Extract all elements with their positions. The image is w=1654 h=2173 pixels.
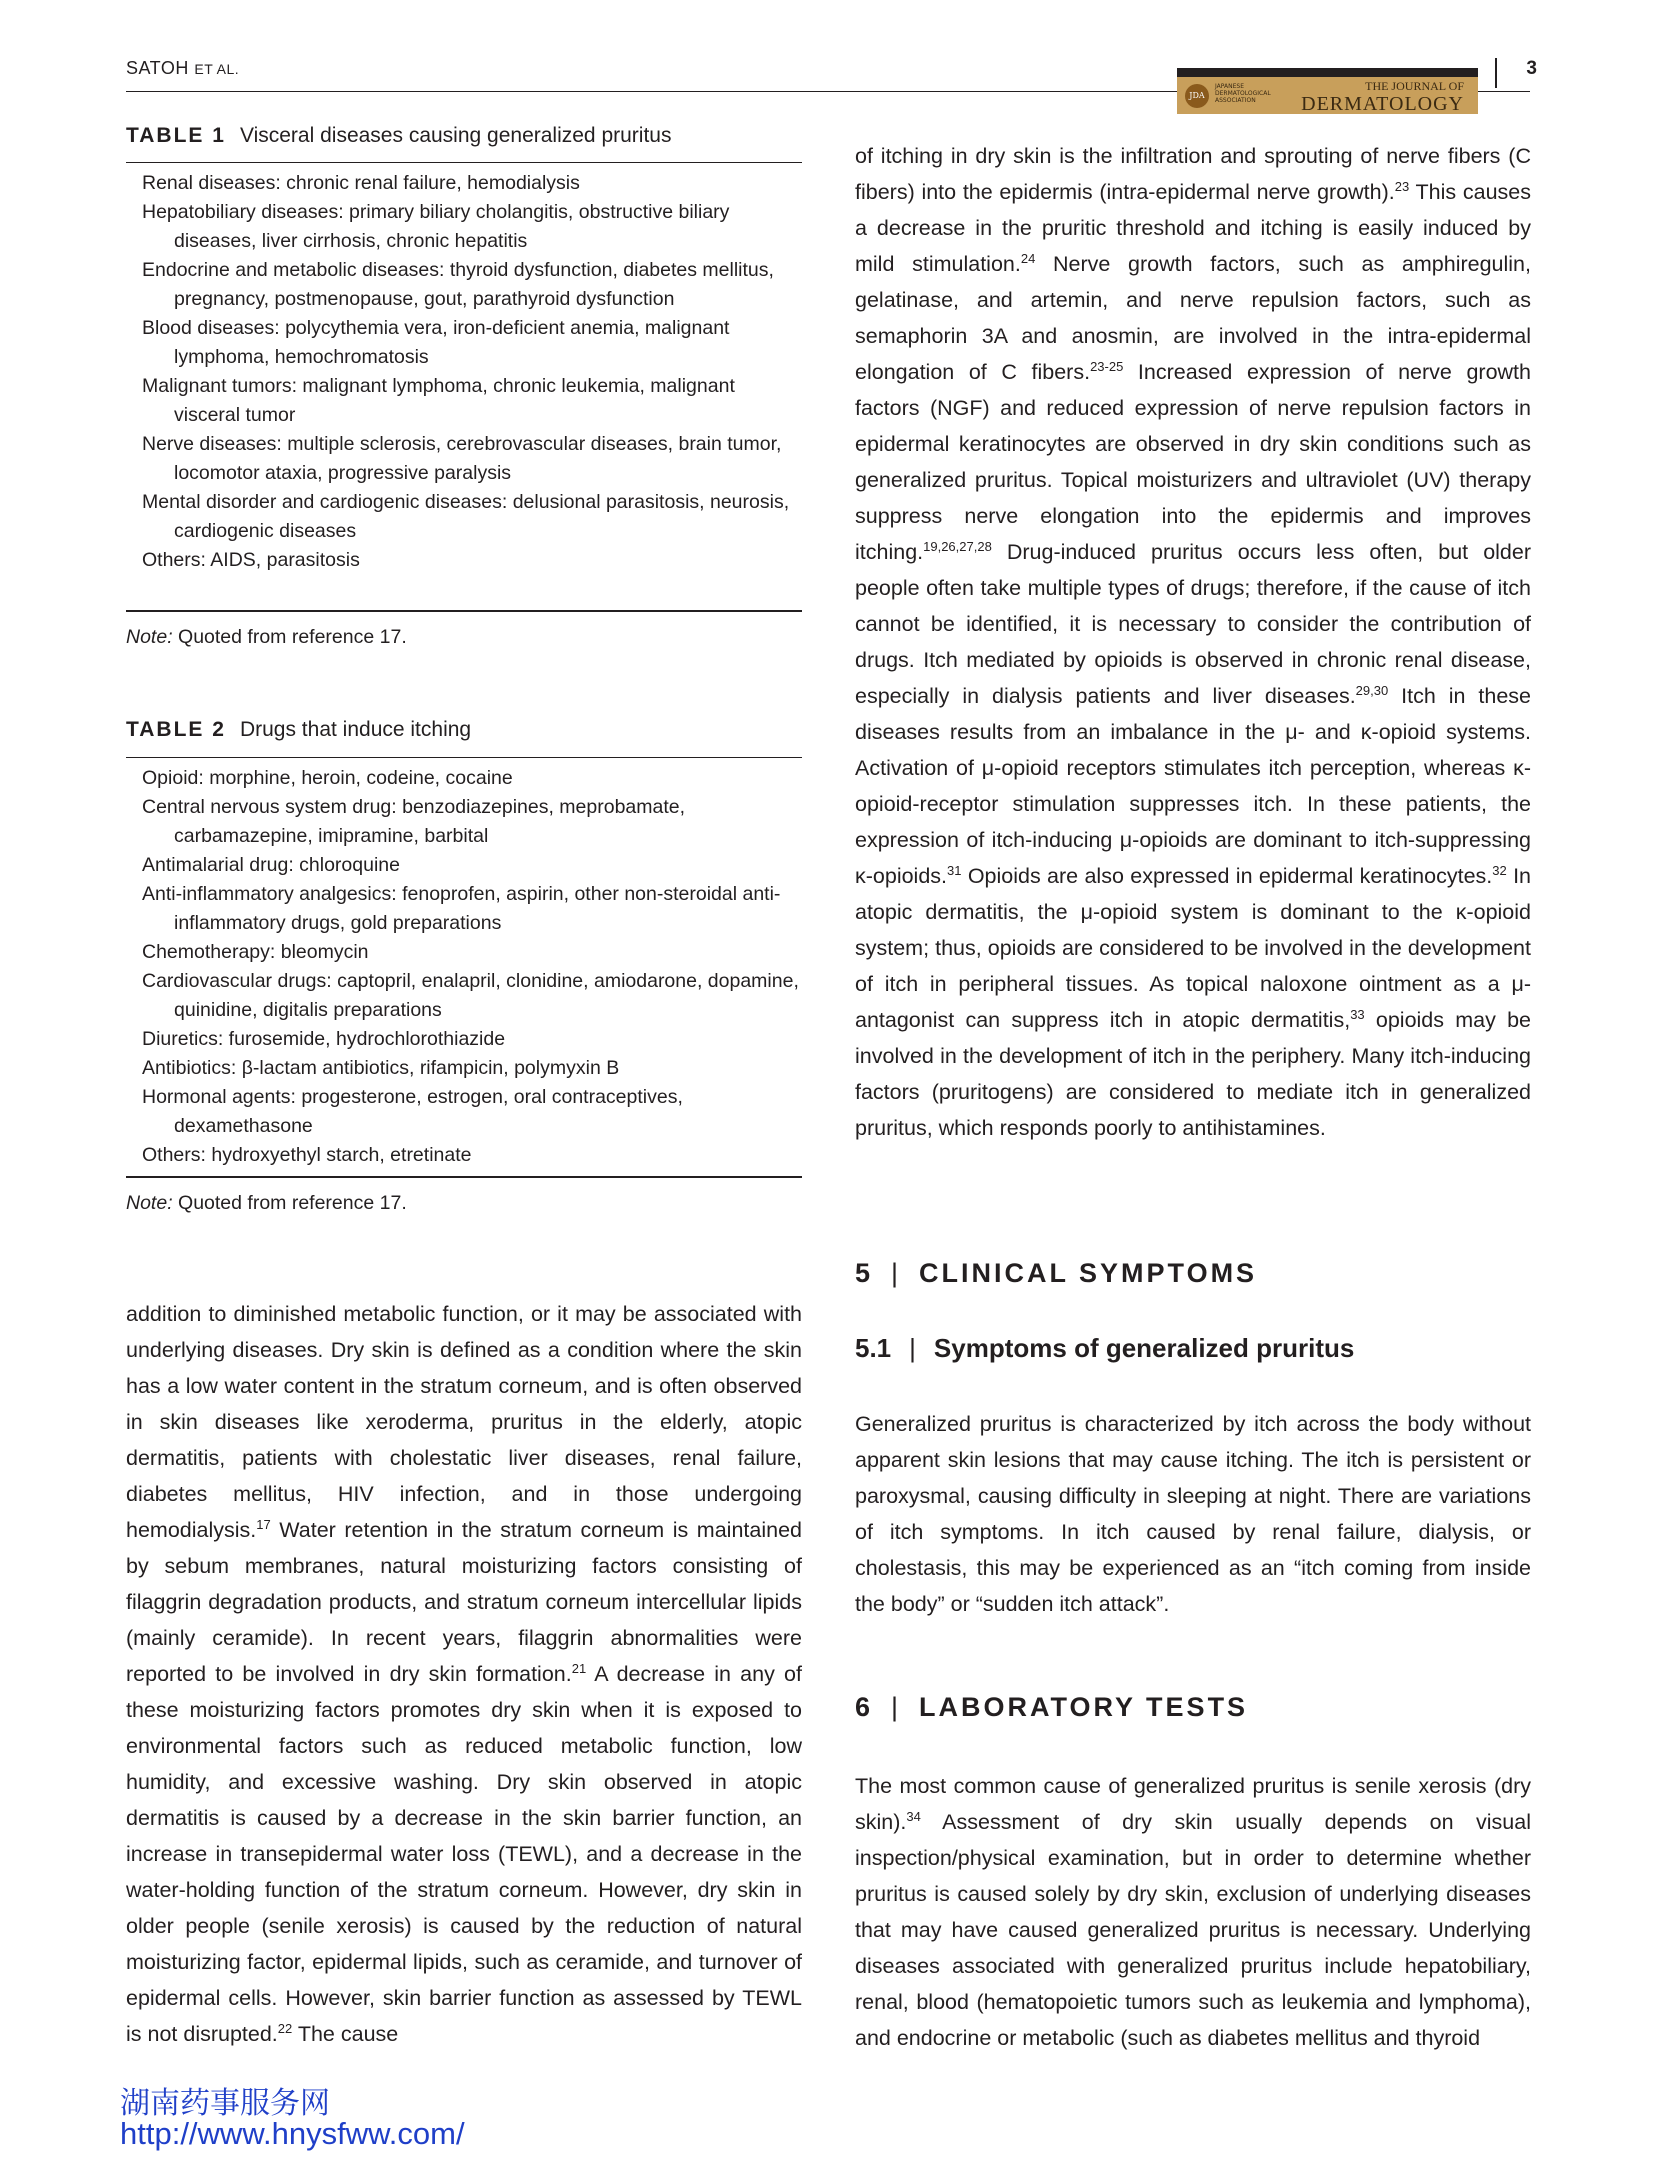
table1-row: Others: AIDS, parasitosis: [142, 549, 360, 571]
text-segment: In atopic dermatitis, the μ-opioid system is dominant to the κ-opioid system; thus, opioids are considered to be involved in the development of itch in peripheral tissues. As topical naloxone ointment as a μ-antagonist can suppress itch in atopic dermatitis,: [855, 864, 1532, 1032]
section51-title: Symptoms of generalized pruritus: [933, 1333, 1355, 1363]
table1-note-text: Quoted from reference 17.: [178, 626, 407, 648]
watermark-url[interactable]: http://www.hnysfww.com/: [120, 2116, 465, 2151]
text-segment: A decrease in any of these moisturizing factors promotes dry skin when it is exposed to environmental factors such as reduced metabolic function, low humidity, and excessive washing. Dry skin observed in atopic dermatitis is caused by a decrease in the skin barrier function, an increase in transepidermal water loss (TEWL), and a decrease in the water-holding function of the stratum corneum. However, dry skin in older people (senile xerosis) is caused by the reduction of natural moisturizing factor, epidermal lipids, such as ceramide, and turnover of epidermal cells. However, skin barrier function as assessed by TEWL is not disrupted.: [126, 1662, 802, 2046]
text-segment: The most common cause of generalized pruritus is senile xerosis (dry skin).: [855, 1774, 1531, 1834]
table2-bottom-rule: [126, 1176, 802, 1178]
table2-label: TABLE 2: [126, 718, 226, 741]
table2-note: [126, 1192, 407, 1215]
table1-row: Mental disorder and cardiogenic diseases: delusional parasitosis, neurosis, cardiogenic diseases: [142, 491, 790, 542]
table2-row: Anti-inflammatory analgesics: fenoprofen, aspirin, other non-steroidal anti-inflammatory drugs, gold preparations: [142, 883, 781, 934]
table1-top-rule: [126, 162, 802, 163]
text-segment: addition to diminished metabolic function, or it may be associated with underlying diseases. Dry skin is defined as a condition where the skin has a low water content in the stratum corneum, and is often observed in skin diseases like xeroderma, pruritus in the elderly, atopic dermatitis, patients with cholestatic liver diseases, renal failure, diabetes mellitus, HIV infection, and in those undergoing hemodialysis.: [126, 1302, 802, 1542]
table1-bottom-rule: [126, 610, 802, 612]
citation-superscript[interactable]: 22: [277, 2020, 293, 2036]
text-segment: Opioids are also expressed in epidermal keratinocytes.: [961, 864, 1493, 888]
running-head-suffix: ET AL.: [194, 61, 240, 77]
text-segment: Itch in these diseases results from an imbalance in the μ- and κ-opioid systems. Activation of μ-opioid receptors stimulates itch perception, whereas κ-opioid-receptor stimulation suppresses itch. In these patients, the expression of itch-inducing μ-opioids are dominant to itch-suppressing κ-opioids.: [855, 684, 1532, 888]
table2-row: Opioid: morphine, heroin, codeine, cocaine: [142, 767, 513, 789]
text-segment: This causes a decrease in the pruritic threshold and itching is easily induced by mild stimulation.: [855, 180, 1531, 276]
text-segment: opioids may be involved in the development of itch in the periphery. Many itch-inducing factors (pruritogens) are considered to mediate itch in generalized pruritus, which responds poorly to antihistamines.: [855, 1008, 1531, 1140]
section6-number: 6: [855, 1692, 874, 1722]
citation-superscript[interactable]: 19,26,27,28: [923, 538, 992, 554]
table2-row: Antibiotics: β-lactam antibiotics, rifampicin, polymyxin B: [142, 1057, 620, 1079]
section6-title: LABORATORY TESTS: [919, 1692, 1249, 1722]
table2-note-label: Note:: [126, 1192, 173, 1214]
citation-superscript[interactable]: 24: [1020, 250, 1036, 266]
journal-name: DERMATOLOGY: [1301, 93, 1464, 115]
citation-superscript[interactable]: 31: [947, 862, 962, 878]
table1-caption: [126, 124, 671, 148]
table1-note-label: Note:: [126, 626, 173, 648]
citation-superscript[interactable]: 23: [1394, 178, 1410, 194]
table1-row: Malignant tumors: malignant lymphoma, chronic leukemia, malignant visceral tumor: [142, 375, 735, 426]
table1-label: TABLE 1: [126, 124, 226, 147]
text-segment: of itching in dry skin is the infiltration and sprouting of nerve fibers (C fibers) into the epidermis (intra-epidermal nerve growth).: [855, 144, 1531, 204]
table2-top-rule: [126, 757, 802, 758]
section-heading-5: 5 | CLINICAL SYMPTOMS: [855, 1258, 1258, 1288]
table2-caption: [126, 718, 471, 742]
left-column-text: [126, 1296, 802, 2052]
section51-text: Generalized pruritus is characterized by itch across the body without apparent skin lesions that may cause itching. The itch is persistent or paroxysmal, causing difficulty in sleeping at night. There are variations of itch symptoms. In itch caused by renal failure, dialysis, or cholestasis, this may be experienced as an “itch coming from inside the body” or “sudden itch attack”.: [855, 1412, 1531, 1616]
citation-superscript[interactable]: 21: [571, 1660, 587, 1676]
text-segment: Drug-induced pruritus occurs less often, but older people often take multiple types of drugs; therefore, if the cause of itch cannot be identified, it is necessary to consider the contribution of drugs. Itch mediated by opioids is observed in chronic renal disease, especially in dialysis patients and liver diseases.: [855, 540, 1531, 708]
running-head: [126, 58, 239, 79]
citation-superscript[interactable]: 17: [256, 1516, 271, 1532]
table2-row: Central nervous system drug: benzodiazepines, meprobamate, carbamazepine, imipramine, barbital: [142, 796, 686, 847]
citation-superscript[interactable]: 32: [1492, 862, 1507, 878]
page-number: 3: [1526, 58, 1537, 79]
table1-body: [126, 169, 802, 575]
journal-seal: JDA: [1185, 84, 1209, 108]
table1-note: [126, 626, 407, 649]
running-head-authors: SATOH: [126, 58, 189, 78]
section6-text: [855, 1768, 1531, 2056]
section-heading-6: 6 | LABORATORY TESTS: [855, 1692, 1249, 1722]
table2-row: Antimalarial drug: chloroquine: [142, 854, 400, 876]
text-segment: Assessment of dry skin usually depends on visual inspection/physical examination, but in order to determine whether pruritus is caused solely by dry skin, exclusion of underlying diseases that may have caused generalized pruritus is necessary. Underlying diseases associated with generalized pruritus include hepatobiliary, renal, blood (hematopoietic tumors such as leukemia and lymphoma), and endocrine or metabolic (such as diabetes mellitus and thyroid: [855, 1810, 1531, 2050]
citation-superscript[interactable]: 29,30: [1355, 682, 1389, 698]
table2-row: Others: hydroxyethyl starch, etretinate: [142, 1144, 472, 1166]
table1-title: Visceral diseases causing generalized pruritus: [239, 124, 672, 147]
table2-note-text: Quoted from reference 17.: [178, 1192, 407, 1214]
watermark-site-name: 湖南药事服务网: [120, 2086, 330, 2121]
text-segment: Increased expression of nerve growth factors (NGF) and reduced expression of nerve repulsion factors in epidermal keratinocytes are observed in dry skin conditions such as generalized pruritus. Topical moisturizers and ultraviolet (UV) therapy suppress nerve elongation into the epidermis and improves itching.: [855, 360, 1531, 564]
journal-logo: [1177, 68, 1478, 114]
table1-row: Nerve diseases: multiple sclerosis, cerebrovascular diseases, brain tumor, locomotor ataxia, progressive paralysis: [142, 433, 782, 484]
table1-row: Blood diseases: polycythemia vera, iron-deficient anemia, malignant lymphoma, hemochromatosis: [142, 317, 730, 368]
table1-row: Endocrine and metabolic diseases: thyroid dysfunction, diabetes mellitus, pregnancy, postmenopause, gout, parathyroid dysfunction: [142, 259, 774, 310]
citation-superscript[interactable]: 33: [1350, 1006, 1365, 1022]
citation-superscript[interactable]: 34: [906, 1808, 921, 1824]
publisher-small-text: JAPANESE DERMATOLOGICAL ASSOCIATION: [1215, 83, 1271, 104]
citation-superscript[interactable]: 23-25: [1090, 358, 1124, 374]
text-segment: Water retention in the stratum corneum is maintained by sebum membranes, natural moisturizing factors consisting of filaggrin degradation products, and stratum corneum intercellular lipids (mainly ceramide). In recent years, filaggrin abnormalities were reported to be involved in dry skin formation.: [126, 1518, 802, 1686]
right-column-text: [855, 138, 1531, 1146]
table2-row: Hormonal agents: progesterone, estrogen, oral contraceptives, dexamethasone: [142, 1086, 683, 1137]
text-segment: Nerve growth factors, such as amphiregulin, gelatinase, and artemin, and nerve repulsion factors, such as semaphorin 3A and anosmin, are involved in the intra-epidermal elongation of C fibers.: [855, 252, 1531, 384]
table2-title: Drugs that induce itching: [239, 718, 472, 741]
journal-the-label: THE JOURNAL OF: [1365, 79, 1464, 93]
text-segment: The cause: [292, 2022, 399, 2046]
table2-row: Cardiovascular drugs: captopril, enalapril, clonidine, amiodarone, dopamine, quinidine, digitalis preparations: [142, 970, 799, 1021]
subsection-heading-5-1: 5.1 | Symptoms of generalized pruritus: [855, 1333, 1355, 1363]
table2-row: Chemotherapy: bleomycin: [142, 941, 369, 963]
table2-row: Diuretics: furosemide, hydrochlorothiazide: [142, 1028, 506, 1050]
section5-number: 5: [855, 1258, 874, 1288]
table1-row: Hepatobiliary diseases: primary biliary cholangitis, obstructive biliary diseases, liver cirrhosis, chronic hepatitis: [142, 201, 730, 252]
table1-row: Renal diseases: chronic renal failure, hemodialysis: [142, 172, 580, 194]
table2-body: [126, 764, 802, 1170]
section5-title: CLINICAL SYMPTOMS: [919, 1258, 1258, 1288]
section51-number: 5.1: [855, 1333, 892, 1363]
